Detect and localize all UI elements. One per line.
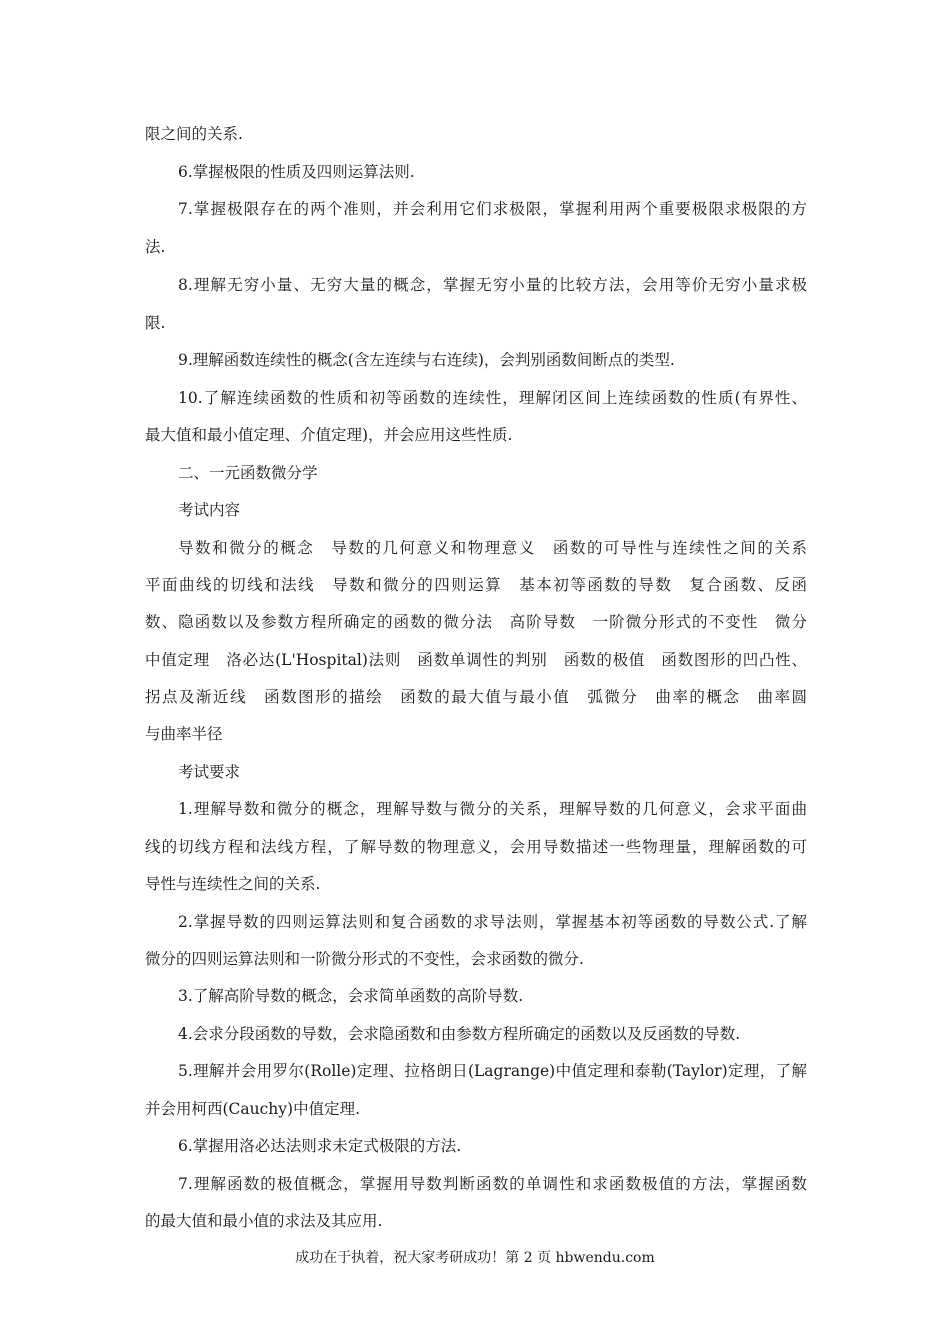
text-line: 6.掌握极限的性质及四则运算法则. bbox=[178, 163, 415, 181]
text-line: 限. bbox=[145, 314, 166, 332]
text-line: 6.掌握用洛必达法则求未定式极限的方法. bbox=[178, 1137, 462, 1155]
text-line: 7.掌握极限存在的两个准则，并会利用它们求极限，掌握利用两个重要极限求极限的方 bbox=[178, 200, 807, 218]
text-line: 平面曲线的切线和法线 导数和微分的四则运算 基本初等函数的导数 复合函数、反函 bbox=[145, 576, 807, 594]
text-line: 1.理解导数和微分的概念，理解导数与微分的关系，理解导数的几何意义，会求平面曲 bbox=[178, 800, 807, 818]
text-line: 拐点及渐近线 函数图形的描绘 函数的最大值与最小值 弧微分 曲率的概念 曲率圆 bbox=[145, 688, 807, 706]
text-line: 与曲率半径 bbox=[145, 725, 223, 743]
text-line: 法. bbox=[145, 238, 166, 256]
text-line: 3.了解高阶导数的概念，会求简单函数的高阶导数. bbox=[178, 987, 524, 1005]
text-line: 2.掌握导数的四则运算法则和复合函数的求导法则，掌握基本初等函数的导数公式.了解 bbox=[178, 913, 807, 931]
text-line: 10.了解连续函数的性质和初等函数的连续性，理解闭区间上连续函数的性质(有界性、 bbox=[178, 389, 807, 407]
section-heading: 二、一元函数微分学 bbox=[178, 464, 318, 482]
text-line: 微分的四则运算法则和一阶微分形式的不变性，会求函数的微分. bbox=[145, 950, 584, 968]
text-line: 的最大值和最小值的求法及其应用. bbox=[145, 1212, 383, 1230]
subsection-heading: 考试要求 bbox=[178, 763, 241, 781]
subsection-heading: 考试内容 bbox=[178, 501, 241, 519]
text-line: 4.会求分段函数的导数，会求隐函数和由参数方程所确定的函数以及反函数的导数. bbox=[178, 1025, 741, 1043]
page-footer: 成功在于执着，祝大家考研成功！第 2 页 hbwendu.com bbox=[295, 1250, 655, 1266]
text-line: 最大值和最小值定理、介值定理)，并会应用这些性质. bbox=[145, 426, 513, 444]
text-line: 5.理解并会用罗尔(Rolle)定理、拉格朗日(Lagrange)中值定理和泰勒(Taylor)定理，了解 bbox=[178, 1062, 807, 1080]
text-line: 并会用柯西(Cauchy)中值定理. bbox=[145, 1100, 361, 1118]
text-line: 数、隐函数以及参数方程所确定的函数的微分法 高阶导数 一阶微分形式的不变性 微分 bbox=[145, 613, 807, 631]
text-line: 中值定理 洛必达(L'Hospital)法则 函数单调性的判别 函数的极值 函数图形的凹凸性、 bbox=[145, 651, 807, 669]
text-line: 7.理解函数的极值概念，掌握用导数判断函数的单调性和求函数极值的方法，掌握函数 bbox=[178, 1175, 807, 1193]
text-line: 9.理解函数连续性的概念(含左连续与右连续)，会判别函数间断点的类型. bbox=[178, 351, 675, 369]
text-line: 8.理解无穷小量、无穷大量的概念，掌握无穷小量的比较方法，会用等价无穷小量求极 bbox=[178, 276, 807, 294]
text-line: 限之间的关系. bbox=[145, 125, 243, 143]
text-line: 导数和微分的概念 导数的几何意义和物理意义 函数的可导性与连续性之间的关系 bbox=[178, 539, 807, 557]
text-line: 导性与连续性之间的关系. bbox=[145, 875, 321, 893]
text-line: 线的切线方程和法线方程，了解导数的物理意义，会用导数描述一些物理量，理解函数的可 bbox=[145, 838, 807, 856]
